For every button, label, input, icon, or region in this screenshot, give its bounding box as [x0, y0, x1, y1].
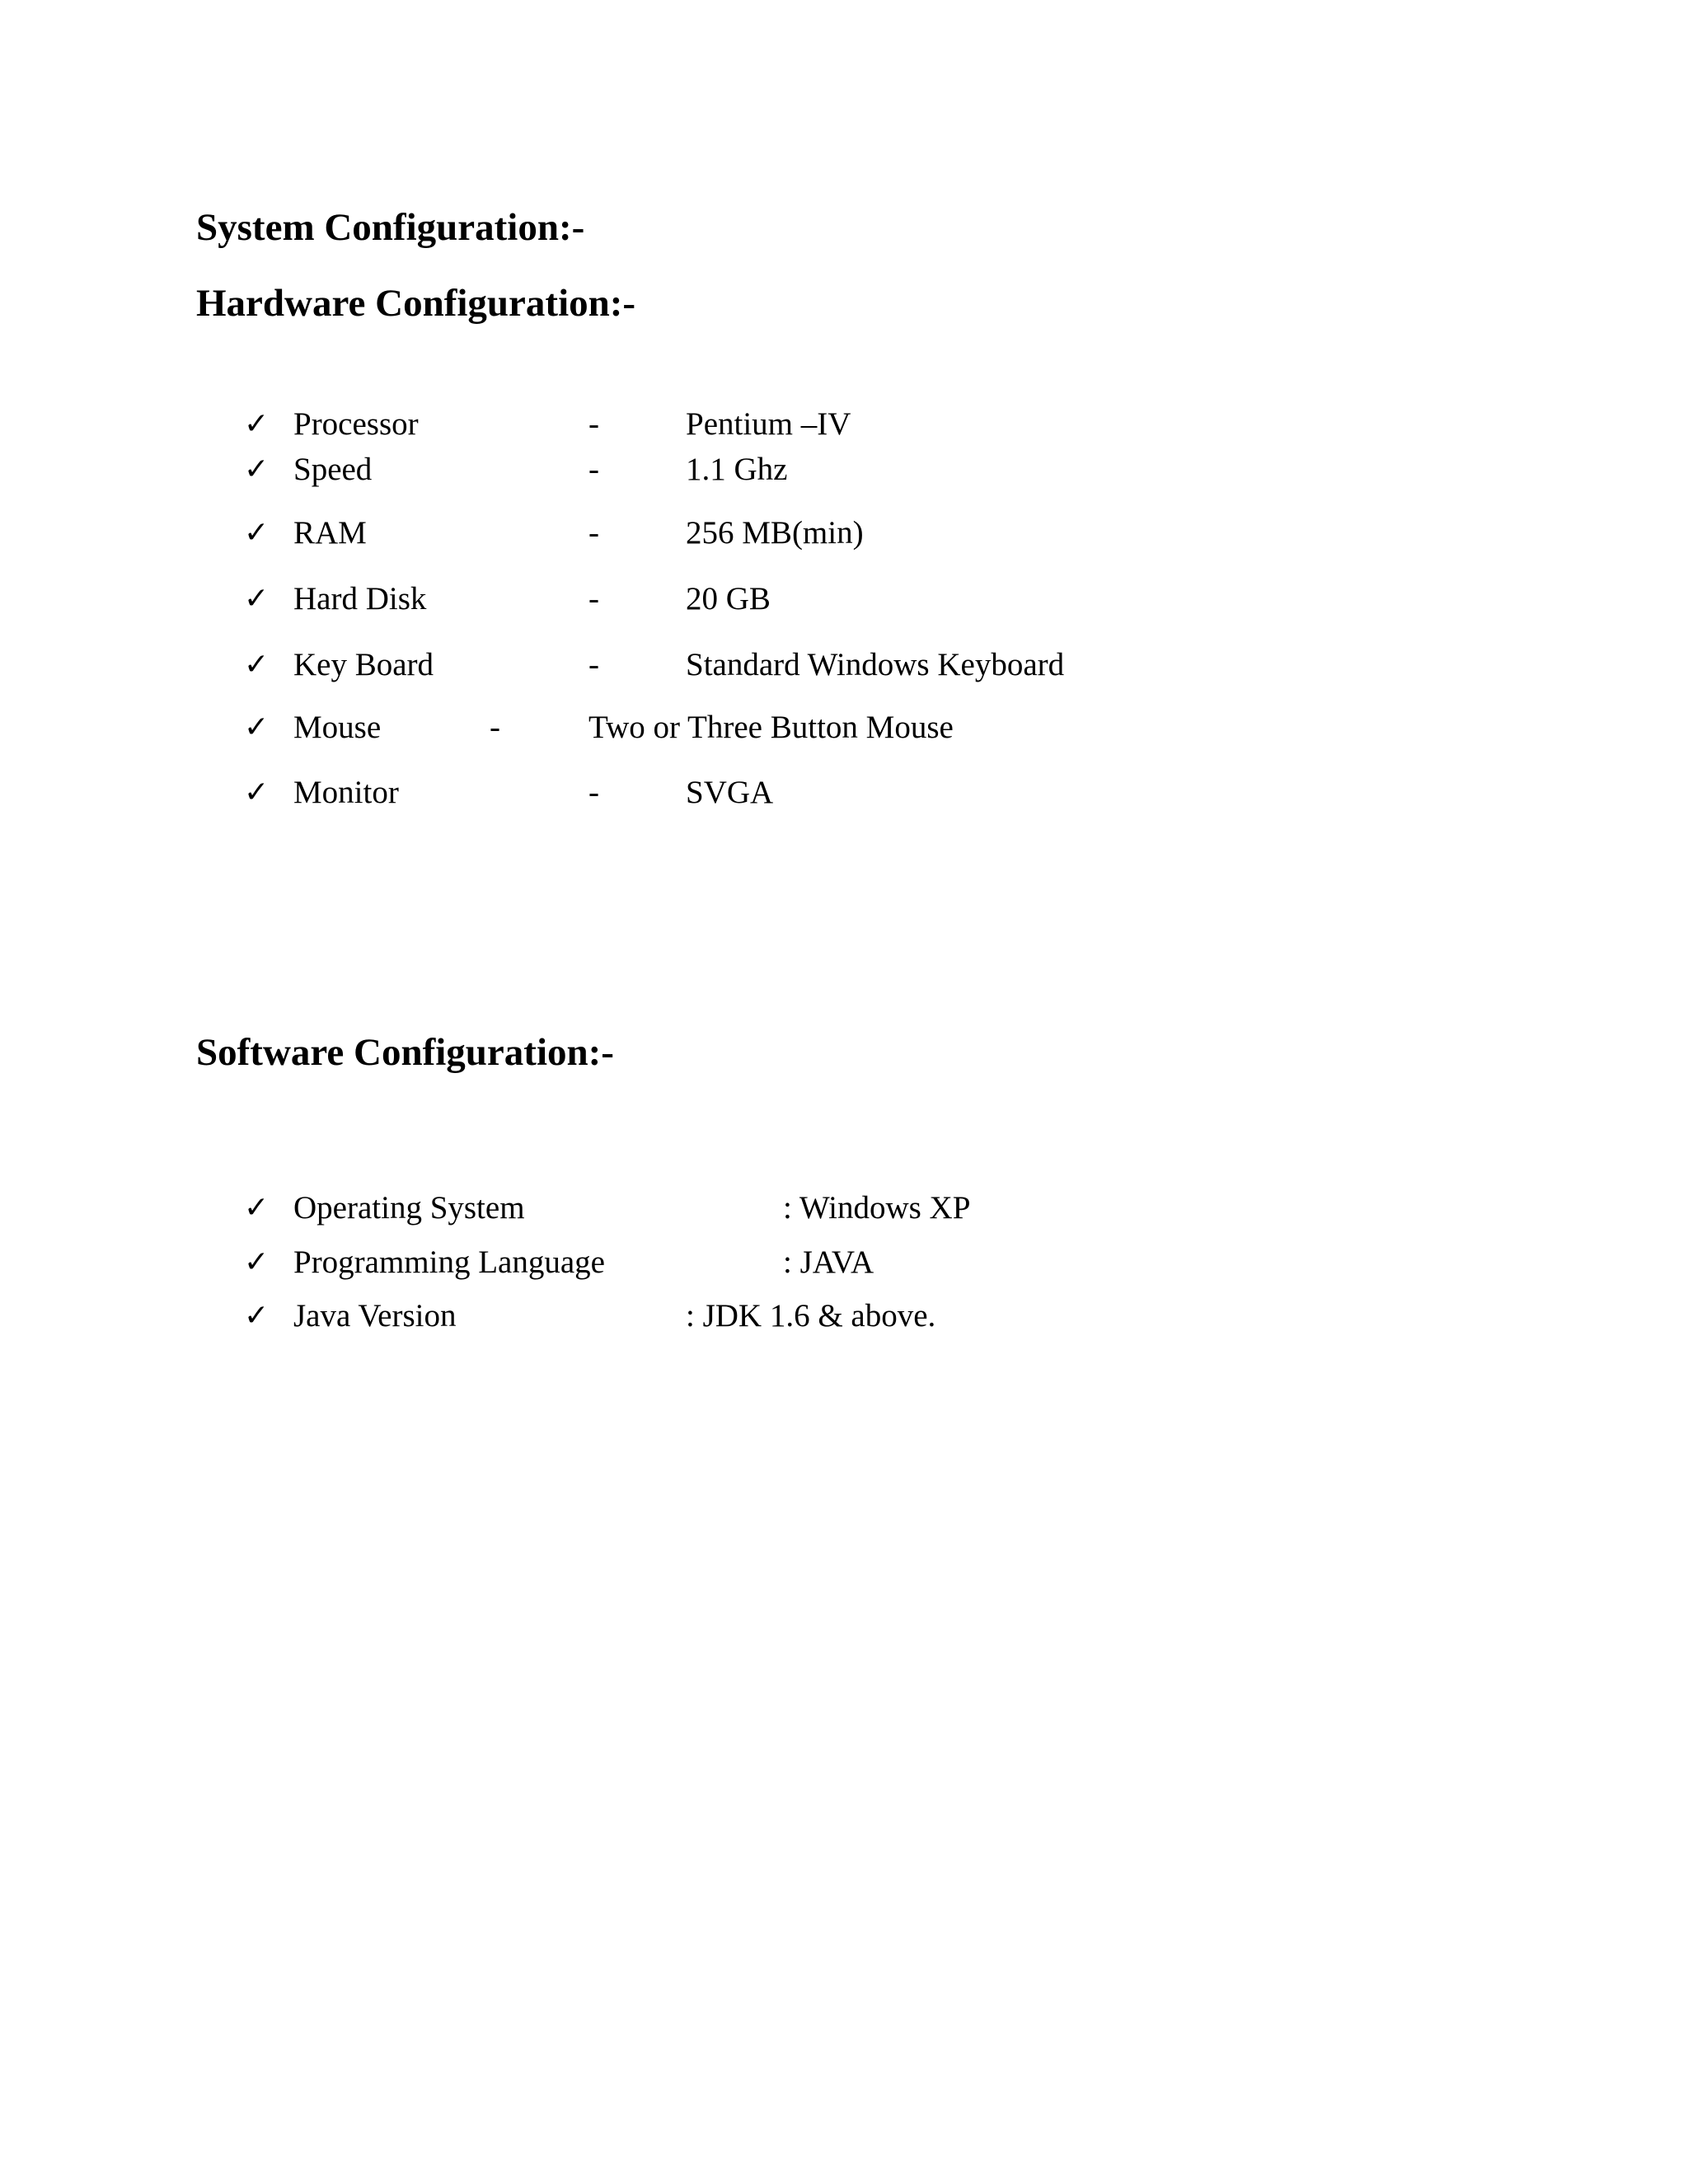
hardware-separator: -: [588, 647, 599, 682]
hardware-item-keyboard: [0, 644, 1688, 686]
hardware-separator: -: [588, 581, 599, 616]
hardware-label: Key Board: [293, 647, 434, 682]
checkmark-icon: ✓: [244, 407, 270, 441]
software-configuration-heading: Software Configuration:-: [196, 1031, 614, 1074]
hardware-label: Mouse: [293, 710, 382, 745]
hardware-label: Processor: [293, 406, 419, 442]
hardware-value: 1.1 Ghz: [686, 452, 788, 487]
hardware-label: Speed: [293, 452, 373, 487]
checkmark-icon: ✓: [244, 452, 270, 486]
hardware-separator: -: [588, 775, 599, 810]
checkmark-icon: ✓: [244, 1299, 270, 1333]
checkmark-icon: ✓: [244, 1245, 270, 1279]
hardware-value: 20 GB: [686, 581, 771, 616]
software-item-language: [0, 1242, 1688, 1283]
hardware-item-hard-disk: [0, 579, 1688, 620]
checkmark-icon: ✓: [244, 582, 270, 616]
hardware-configuration-heading: Hardware Configuration:-: [196, 282, 636, 325]
hardware-label: Monitor: [293, 775, 399, 810]
software-label: Java Version: [293, 1298, 457, 1333]
hardware-label: Hard Disk: [293, 581, 427, 616]
hardware-separator: -: [490, 710, 500, 745]
hardware-item-processor: [0, 404, 1688, 445]
checkmark-icon: ✓: [244, 648, 270, 682]
hardware-value: Pentium –IV: [686, 406, 851, 442]
hardware-value: Standard Windows Keyboard: [686, 647, 1065, 682]
hardware-item-monitor: [0, 772, 1688, 813]
hardware-item-mouse: [0, 707, 1688, 748]
software-item-os: [0, 1188, 1688, 1229]
checkmark-icon: ✓: [244, 1191, 270, 1225]
checkmark-icon: ✓: [244, 516, 270, 550]
hardware-label: RAM: [293, 515, 367, 551]
hardware-item-speed: [0, 449, 1688, 490]
hardware-value: SVGA: [686, 775, 774, 810]
software-value: : Windows XP: [783, 1190, 971, 1226]
software-value: : JAVA: [783, 1244, 874, 1280]
hardware-separator: -: [588, 515, 599, 551]
system-configuration-heading: System Configuration:-: [196, 206, 585, 249]
checkmark-icon: ✓: [244, 710, 270, 744]
software-item-java-version: [0, 1296, 1688, 1337]
hardware-separator: -: [588, 406, 599, 442]
software-value: : JDK 1.6 & above.: [686, 1298, 936, 1333]
software-label: Programming Language: [293, 1244, 605, 1280]
hardware-separator: -: [588, 452, 599, 487]
checkmark-icon: ✓: [244, 776, 270, 809]
hardware-value: Two or Three Button Mouse: [588, 710, 954, 745]
software-label: Operating System: [293, 1190, 525, 1226]
hardware-value: 256 MB(min): [686, 515, 864, 551]
hardware-item-ram: [0, 513, 1688, 554]
